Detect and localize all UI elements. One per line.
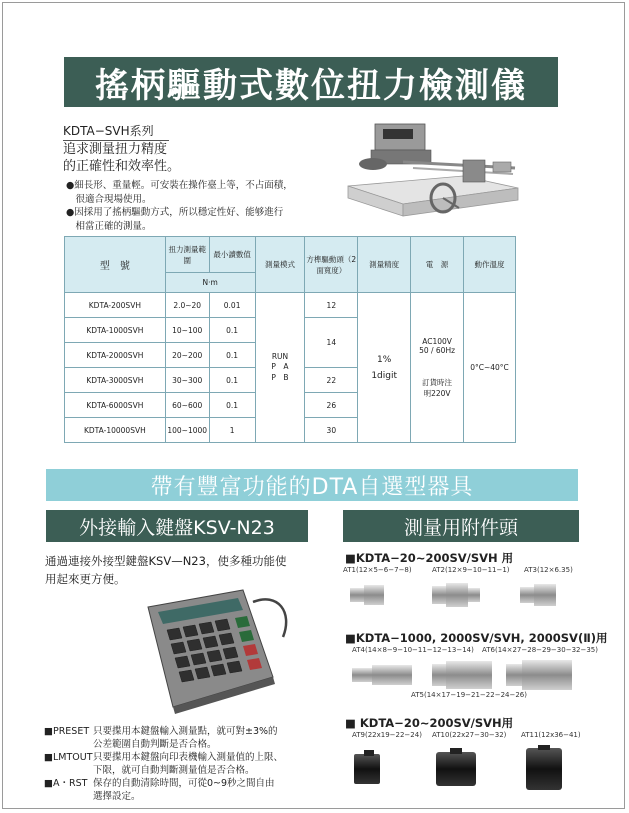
- keyboard-text-1: 通過連接外接型鍵盤KSV—N23，使多種功能使: [45, 554, 287, 568]
- row-5-square: 26: [305, 393, 358, 418]
- item-at6: AT6(14×27−28−29−30−32−35): [482, 646, 598, 654]
- keypad-image: [143, 582, 293, 717]
- feature-preset-key: ■PRESET: [44, 726, 90, 737]
- feature-preset-desc-1: 只要揲用本鍵盤輸入測量點，就可對±3%的: [93, 726, 278, 737]
- options-banner: 帶有豐富功能的DTA自選型器具: [46, 469, 578, 501]
- item-at1: AT1(12×5−6−7−8): [343, 566, 412, 574]
- header-model: 型 號: [65, 237, 166, 293]
- mode-cell: [255, 293, 305, 443]
- temp-cell: 0°C~40°C: [464, 293, 516, 443]
- page-title: 搖柄驅動式數位扭力檢測儀: [64, 57, 558, 107]
- item-at11: AT11(12x36−41): [521, 731, 581, 739]
- item-at2: AT2(12×9−10−11−1): [432, 566, 510, 574]
- row-2-range: 10~100: [165, 318, 209, 343]
- feature-lmtout-desc-1: 只要揲用本鍵盤向印表機輸入測量值的上限、: [93, 752, 284, 763]
- precision-digit: 1digit: [371, 370, 398, 381]
- attachments-header: 測量用附件頭: [343, 510, 579, 542]
- row-2-min: 0.1: [209, 318, 255, 343]
- row-5-range: 60~600: [165, 393, 209, 418]
- row-6-range: 100~1000: [165, 418, 209, 443]
- feature-lmtout-desc-2: 下限，就可自動判斷測量值是否合格。: [93, 765, 255, 776]
- row-6-square: 30: [305, 418, 358, 443]
- power-note-1: 訂貨時注: [422, 377, 453, 387]
- feature-lmtout-key: ■LMTOUT: [44, 752, 93, 763]
- feature-arst-desc-2: 選擇設定。: [93, 791, 141, 802]
- feature-preset-desc-2: 公差範圍自動判斷是否合格。: [93, 739, 217, 750]
- power-voltage: AC100V: [422, 336, 452, 346]
- item-at5: AT5(14×17−19−21−22−24−26): [411, 691, 527, 699]
- row-4-square: 22: [305, 368, 358, 393]
- section-2-title: ■KDTA−1000, 2000SV/SVH, 2000SV(Ⅱ)用: [345, 631, 608, 645]
- row-4-range: 30~300: [165, 368, 209, 393]
- row-2-model: KDTA-1000SVH: [65, 318, 166, 343]
- section-2-adapters-image: [340, 658, 580, 692]
- bullet-1: [66, 179, 316, 207]
- section-1-title: ■KDTA−20~200SV/SVH 用: [345, 551, 514, 565]
- header-power: 電 源: [411, 237, 464, 293]
- row-6-model: KDTA-10000SVH: [65, 418, 166, 443]
- item-at10: AT10(22x27−30−32): [432, 731, 507, 739]
- header-temp: 動作溫度: [464, 237, 516, 293]
- bullet-2-line-1: ●因採用了搖柄驅動方式，所以穩定性好、能够進行: [66, 207, 284, 218]
- feature-arst: [44, 777, 303, 803]
- row-5-model: KDTA-6000SVH: [65, 393, 166, 418]
- power-frequency: 50 / 60Hz: [419, 345, 456, 355]
- row-1-model: KDTA-200SVH: [65, 293, 166, 318]
- section-3-adapters-image: [340, 744, 580, 794]
- row-1-range: 2.0~20: [165, 293, 209, 318]
- precision-cell: [358, 293, 411, 443]
- mode-pa: P A: [271, 362, 289, 371]
- keyboard-text-2: 用起來更方便。: [45, 572, 126, 586]
- item-at9: AT9(22x19−22−24): [352, 731, 422, 739]
- keyboard-header: 外接輸入鍵盤KSV-N23: [46, 510, 308, 542]
- item-at3: AT3(12×6.35): [524, 566, 573, 574]
- row-6-min: 1: [209, 418, 255, 443]
- row-1-min: 0.01: [209, 293, 255, 318]
- row-3-model: KDTA-2000SVH: [65, 343, 166, 368]
- feature-arst-desc-1: 保存的自動清除時間，可從0~9秒之間自由: [93, 778, 275, 789]
- feature-arst-key: ■A・RST: [44, 778, 88, 789]
- item-at4: AT4(14×8−9−10−11−12−13−14): [352, 646, 474, 654]
- mode-run: RUN: [271, 352, 289, 361]
- row-3-min: 0.1: [209, 343, 255, 368]
- power-note-2: 明220V: [423, 388, 451, 398]
- precision-percent: 1%: [377, 354, 392, 365]
- bullet-1-line-2: 很適合現場使用。: [66, 194, 152, 205]
- row-5-min: 0.1: [209, 393, 255, 418]
- feature-lmtout: [44, 751, 303, 777]
- header-square: 方榫驅動頭（2面寬度）: [305, 237, 358, 293]
- bullet-1-line-1: ●細長形、重量輕。可安裝在操作臺上等，不占面積，: [66, 180, 293, 191]
- header-range: 扭力測量範圍: [165, 237, 209, 273]
- power-cell: [411, 293, 464, 443]
- intro-line-1: 追求測量扭力精度: [63, 142, 168, 157]
- row-4-model: KDTA-3000SVH: [65, 368, 166, 393]
- spec-table: [64, 236, 516, 443]
- row-2-square: 14: [305, 318, 358, 368]
- bullet-2-line-2: 相當正確的測量。: [66, 221, 152, 232]
- section-3-title: ■ KDTA−20~200SV/SVH用: [345, 716, 514, 730]
- row-4-min: 0.1: [209, 368, 255, 393]
- header-min: 最小讀數值: [209, 237, 255, 273]
- intro-line-2: 的正確性和效率性。: [63, 159, 181, 174]
- header-mode: 測量模式: [255, 237, 305, 293]
- series-label: KDTA−SVH系列: [63, 122, 169, 141]
- header-unit: N·m: [165, 273, 255, 293]
- section-1-adapters-image: [340, 578, 580, 614]
- bullet-2: [66, 206, 316, 234]
- row-3-range: 20~200: [165, 343, 209, 368]
- feature-preset: [44, 725, 303, 751]
- header-precision: 測量精度: [358, 237, 411, 293]
- mode-pb: P B: [271, 373, 289, 382]
- torque-tester-image: [343, 116, 523, 226]
- row-1-square: 12: [305, 293, 358, 318]
